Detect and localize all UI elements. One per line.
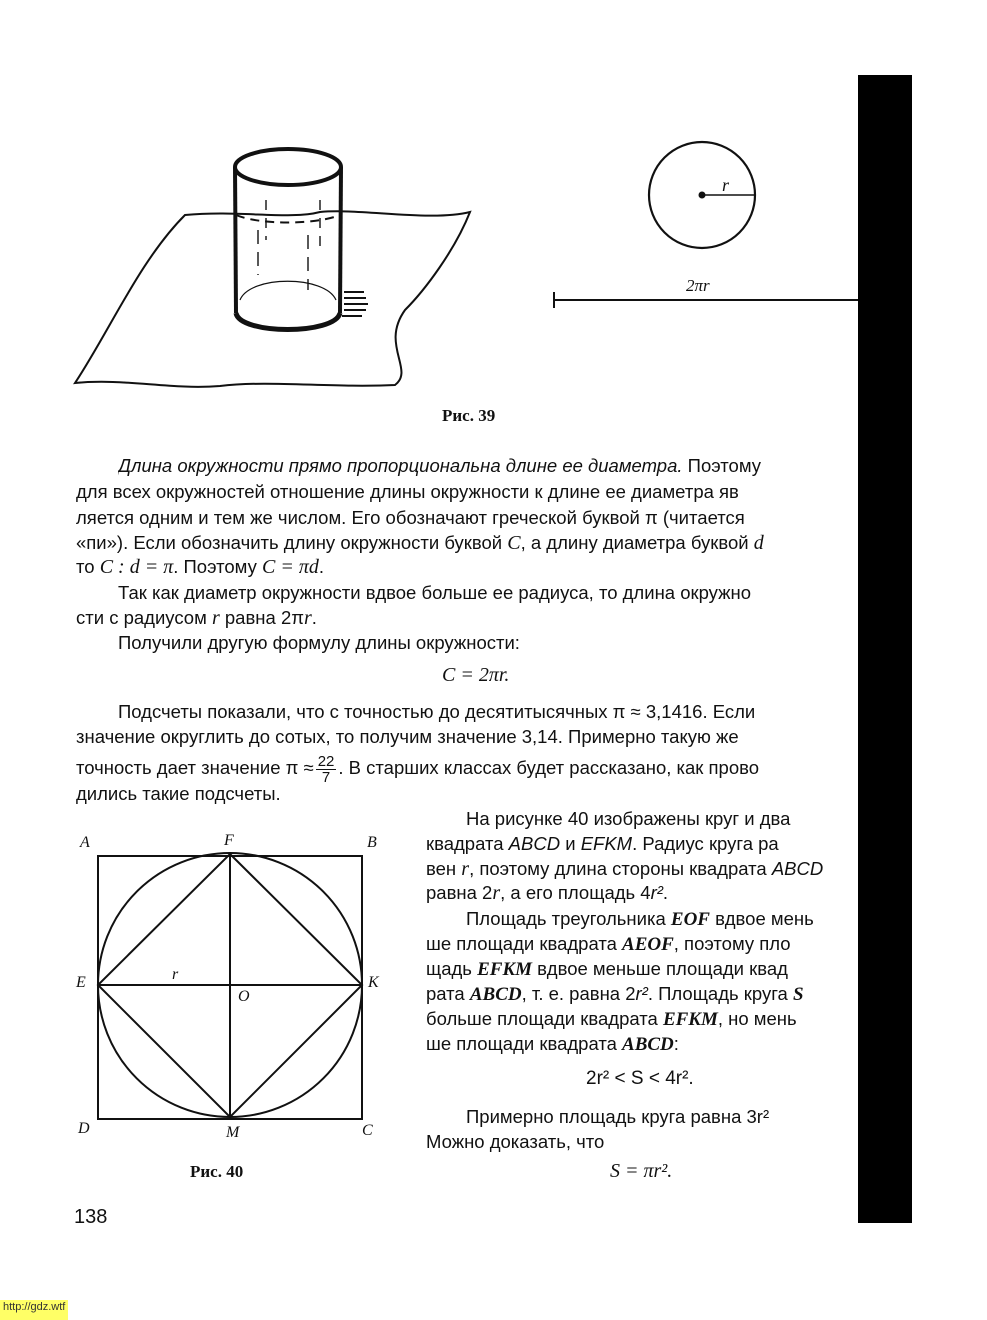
label-O: O xyxy=(238,988,250,1005)
text-line: рата ABCD, т. е. равна 2r². Площадь круга S xyxy=(426,983,804,1005)
text-line: «пи»). Если обозначить длину окружности буквой C, а длину диаметра буквой d xyxy=(76,532,764,554)
label-F: F xyxy=(224,832,234,849)
text-line: равна 2r, а его площадь 4r². xyxy=(426,882,669,904)
figure40-caption: Рис. 40 xyxy=(190,1162,244,1181)
figure39-caption: Рис. 39 xyxy=(442,406,496,425)
text-line: На рисунке 40 изображены круг и два xyxy=(466,808,791,829)
figure39-length-label: 2πr xyxy=(686,276,710,295)
watermark-link[interactable]: http://gdz.wtf xyxy=(0,1300,68,1320)
text-line: то C : d = π. Поэтому C = πd. xyxy=(76,556,324,578)
text-line: Так как диаметр окружности вдвое больше ее радиуса, то длина окружно xyxy=(118,582,752,603)
text-line: для всех окружностей отношение длины окружности к длине ее диаметра яв xyxy=(76,481,739,502)
label-D: D xyxy=(78,1120,90,1137)
text-line: щадь EFKM вдвое меньше площади квад xyxy=(426,958,788,980)
text-line: Получили другую формулу длины окружности: xyxy=(118,632,520,653)
text-line: больше площади квадрата EFKM, но мень xyxy=(426,1008,797,1030)
text-line: квадрата ABCD и EFKM. Радиус круга ра xyxy=(426,833,779,854)
page-number: 138 xyxy=(74,1206,108,1228)
label-r: r xyxy=(172,966,179,983)
label-M: M xyxy=(226,1124,240,1141)
text-line: точность дает значение π ≈ $\frac{22}{7}$ . В старших классах будет рассказано, как прово xyxy=(76,752,760,784)
text-line: сти с радиусом r равна 2πr. xyxy=(76,607,317,629)
figure39-radius-label: r xyxy=(722,175,730,195)
figure39-circle-drawing xyxy=(550,138,870,313)
label-E: E xyxy=(76,974,86,991)
text-line: дились такие подсчеты. xyxy=(76,783,281,804)
formula-circumference: C = 2πr. xyxy=(442,664,510,686)
label-A: A xyxy=(80,834,90,851)
text-line: Можно доказать, что xyxy=(426,1131,605,1152)
text-line: значение округлить до сотых, то получим значение 3,14. Примерно такую же xyxy=(76,726,739,747)
formula-circle-area: S = πr². xyxy=(610,1160,673,1182)
text-line: вен r, поэтому длина стороны квадрата ABCD xyxy=(426,858,824,880)
fraction-22-7: $\frac{22}{7}$ xyxy=(317,752,335,784)
figure39-cylinder-drawing xyxy=(70,140,490,395)
figure40-drawing xyxy=(90,850,370,1122)
text-line: ше площади квадрата AEOF, поэтому пло xyxy=(426,933,791,955)
text-line: ше площади квадрата ABCD: xyxy=(426,1033,679,1055)
text-line: Подсчеты показали, что с точностью до десятитысячных π ≈ 3,1416. Если xyxy=(118,701,756,722)
label-C: C xyxy=(362,1122,373,1139)
label-B: B xyxy=(367,834,377,851)
label-K: K xyxy=(368,974,379,991)
text-line: Примерно площадь круга равна 3r² xyxy=(466,1106,770,1127)
text-line: Площадь треугольника EOF вдвое мень xyxy=(466,908,814,930)
text-line: Длина окружности прямо пропорциональна длине ее диаметра. Поэтому xyxy=(118,455,762,476)
formula-area-bounds: 2r² < S < 4r². xyxy=(586,1068,694,1089)
text-line: ляется одним и тем же числом. Его обозначают греческой буквой π (читается xyxy=(76,507,745,528)
scan-edge-shadow xyxy=(858,75,912,1223)
